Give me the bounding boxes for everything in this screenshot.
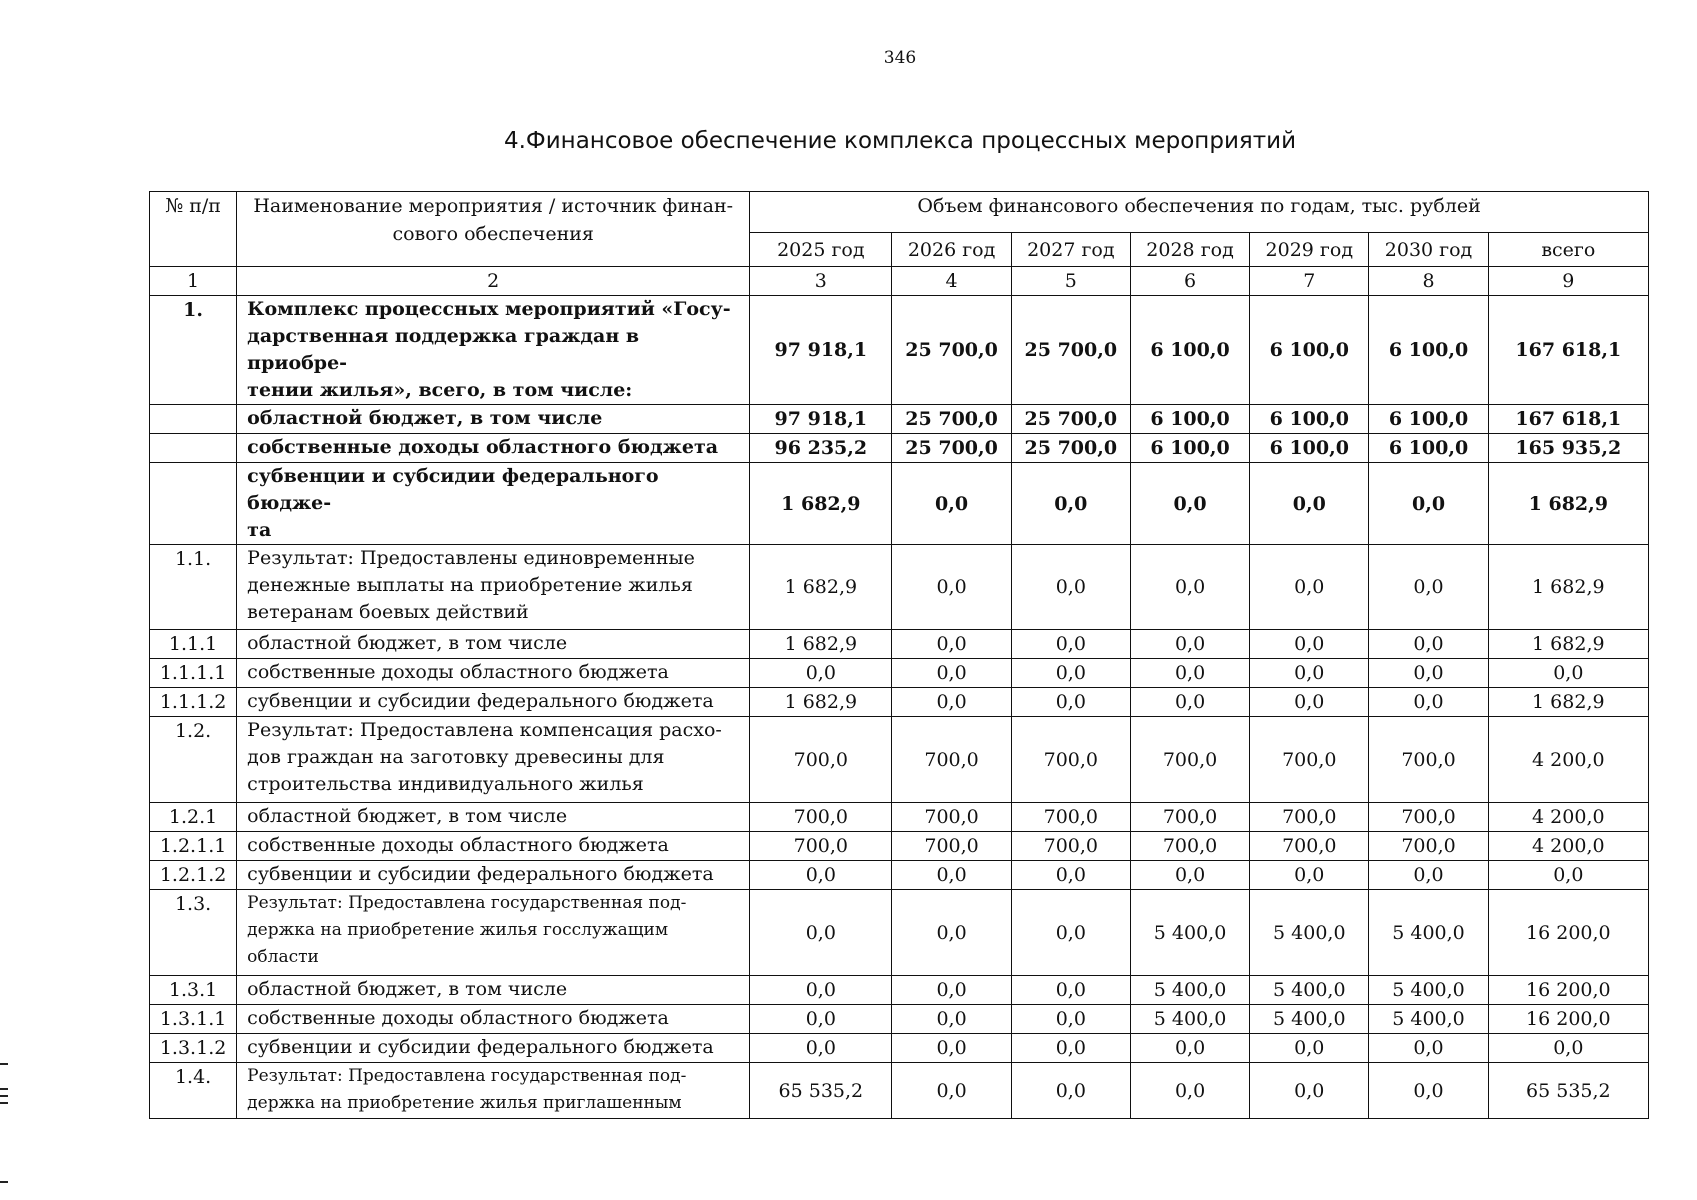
row-number: 1.	[150, 296, 237, 405]
row-value: 6 100,0	[1369, 296, 1488, 405]
row-name: собственные доходы областного бюджета	[237, 1005, 750, 1034]
row-value: 0,0	[1369, 545, 1488, 630]
row-value: 700,0	[1011, 717, 1130, 803]
row-value: 700,0	[1011, 803, 1130, 832]
row-number: 1.2.	[150, 717, 237, 803]
row-value: 700,0	[1250, 717, 1369, 803]
row-value: 700,0	[892, 803, 1011, 832]
row-value: 1 682,9	[750, 545, 892, 630]
row-number: 1.2.1	[150, 803, 237, 832]
row-value: 700,0	[1130, 717, 1249, 803]
row-value: 0,0	[1011, 976, 1130, 1005]
header-year-2027: 2027 год	[1011, 233, 1130, 267]
row-value: 0,0	[892, 861, 1011, 890]
row-value: 0,0	[1130, 861, 1249, 890]
margin-mark	[0, 1088, 8, 1090]
row-name: областной бюджет, в том числе	[237, 976, 750, 1005]
row-value: 5 400,0	[1130, 890, 1249, 976]
index-cell: 4	[892, 267, 1011, 296]
row-name: областной бюджет, в том числе	[237, 405, 750, 434]
row-total: 65 535,2	[1488, 1063, 1648, 1119]
row-value: 0,0	[1011, 659, 1130, 688]
row-name: областной бюджет, в том числе	[237, 803, 750, 832]
row-value: 25 700,0	[1011, 434, 1130, 463]
row-number: 1.2.1.1	[150, 832, 237, 861]
row-value: 0,0	[750, 659, 892, 688]
margin-mark	[0, 1095, 8, 1097]
row-total: 1 682,9	[1488, 545, 1648, 630]
row-name: субвенции и субсидии федерального бюдже- та	[237, 463, 750, 545]
row-value: 0,0	[1011, 463, 1130, 545]
table-row	[150, 1005, 1649, 1034]
table-row	[150, 976, 1649, 1005]
row-value: 0,0	[1250, 630, 1369, 659]
row-value: 0,0	[892, 463, 1011, 545]
row-value: 5 400,0	[1369, 1005, 1488, 1034]
row-value: 700,0	[1250, 832, 1369, 861]
row-total: 165 935,2	[1488, 434, 1648, 463]
row-value: 700,0	[1369, 803, 1488, 832]
row-value: 0,0	[1011, 545, 1130, 630]
row-value: 0,0	[892, 1063, 1011, 1119]
row-value: 0,0	[1250, 861, 1369, 890]
row-number	[150, 405, 237, 434]
row-name: Комплекс процессных мероприятий «Госу- дарственная поддержка граждан в приобре- тении жилья», всего, в том числе:	[237, 296, 750, 405]
row-value: 97 918,1	[750, 405, 892, 434]
row-value: 6 100,0	[1130, 296, 1249, 405]
row-value: 0,0	[1369, 1063, 1488, 1119]
row-value: 0,0	[750, 976, 892, 1005]
index-cell: 6	[1130, 267, 1249, 296]
index-cell: 2	[237, 267, 750, 296]
row-value: 0,0	[892, 976, 1011, 1005]
row-number: 1.3.1	[150, 976, 237, 1005]
row-value: 0,0	[750, 1034, 892, 1063]
row-total: 1 682,9	[1488, 463, 1648, 545]
table-row	[150, 545, 1649, 630]
row-value: 5 400,0	[1250, 890, 1369, 976]
row-total: 0,0	[1488, 659, 1648, 688]
row-number: 1.3.	[150, 890, 237, 976]
row-value: 1 682,9	[750, 688, 892, 717]
header-year-2026: 2026 год	[892, 233, 1011, 267]
row-value: 6 100,0	[1369, 434, 1488, 463]
row-value: 0,0	[892, 1034, 1011, 1063]
row-value: 700,0	[1369, 832, 1488, 861]
header-total: всего	[1488, 233, 1648, 267]
row-name: субвенции и субсидии федерального бюджета	[237, 861, 750, 890]
margin-mark	[0, 1181, 8, 1183]
row-value: 0,0	[1011, 1063, 1130, 1119]
row-value: 6 100,0	[1250, 434, 1369, 463]
header-year-2025: 2025 год	[750, 233, 892, 267]
row-total: 167 618,1	[1488, 405, 1648, 434]
row-value: 25 700,0	[892, 434, 1011, 463]
row-number: 1.3.1.2	[150, 1034, 237, 1063]
row-value: 0,0	[750, 890, 892, 976]
table-row	[150, 630, 1649, 659]
row-name: областной бюджет, в том числе	[237, 630, 750, 659]
row-value: 0,0	[1130, 630, 1249, 659]
index-cell: 1	[150, 267, 237, 296]
row-value: 0,0	[750, 861, 892, 890]
row-name: Результат: Предоставлена компенсация расхо- дов граждан на заготовку древесины для строительства индивидуального жилья	[237, 717, 750, 803]
row-number: 1.2.1.2	[150, 861, 237, 890]
row-value: 0,0	[1130, 545, 1249, 630]
header-row-1	[150, 192, 1649, 233]
row-total: 4 200,0	[1488, 717, 1648, 803]
row-value: 0,0	[1369, 659, 1488, 688]
row-name: собственные доходы областного бюджета	[237, 434, 750, 463]
row-name: субвенции и субсидии федерального бюджета	[237, 1034, 750, 1063]
table-row	[150, 861, 1649, 890]
row-total: 16 200,0	[1488, 1005, 1648, 1034]
row-value: 0,0	[750, 1005, 892, 1034]
row-value: 700,0	[892, 832, 1011, 861]
index-cell: 7	[1250, 267, 1369, 296]
table-row	[150, 659, 1649, 688]
row-value: 6 100,0	[1130, 405, 1249, 434]
row-number: 1.1.1	[150, 630, 237, 659]
index-cell: 9	[1488, 267, 1648, 296]
table-body	[150, 296, 1649, 1119]
row-value: 0,0	[1369, 463, 1488, 545]
row-value: 700,0	[750, 803, 892, 832]
row-name: собственные доходы областного бюджета	[237, 832, 750, 861]
row-value: 5 400,0	[1250, 1005, 1369, 1034]
row-value: 0,0	[1250, 1063, 1369, 1119]
header-year-2029: 2029 год	[1250, 233, 1369, 267]
row-value: 0,0	[1250, 545, 1369, 630]
row-number: 1.1.	[150, 545, 237, 630]
row-total: 16 200,0	[1488, 890, 1648, 976]
table-row	[150, 688, 1649, 717]
header-num: № п/п	[150, 192, 237, 267]
row-value: 5 400,0	[1250, 976, 1369, 1005]
row-number	[150, 434, 237, 463]
row-value: 0,0	[1250, 463, 1369, 545]
row-value: 25 700,0	[892, 405, 1011, 434]
row-value: 0,0	[1011, 890, 1130, 976]
row-number: 1.1.1.2	[150, 688, 237, 717]
financial-table	[149, 191, 1649, 1119]
header-volume: Объем финансового обеспечения по годам, тыс. рублей	[750, 192, 1649, 233]
row-total: 1 682,9	[1488, 688, 1648, 717]
row-value: 0,0	[1011, 688, 1130, 717]
row-value: 0,0	[1130, 1063, 1249, 1119]
row-value: 700,0	[1369, 717, 1488, 803]
table-row	[150, 296, 1649, 405]
row-value: 700,0	[750, 832, 892, 861]
row-value: 0,0	[1250, 688, 1369, 717]
header-year-2030: 2030 год	[1369, 233, 1488, 267]
row-total: 16 200,0	[1488, 976, 1648, 1005]
row-value: 0,0	[892, 890, 1011, 976]
row-value: 25 700,0	[1011, 296, 1130, 405]
row-value: 97 918,1	[750, 296, 892, 405]
row-value: 0,0	[1011, 1005, 1130, 1034]
margin-mark	[0, 1102, 8, 1104]
row-value: 0,0	[892, 1005, 1011, 1034]
document-title: 4.Финансовое обеспечение комплекса процессных мероприятий	[503, 128, 1297, 154]
header-year-2028: 2028 год	[1130, 233, 1249, 267]
row-value: 6 100,0	[1250, 405, 1369, 434]
row-value: 700,0	[1011, 832, 1130, 861]
row-value: 0,0	[1130, 1034, 1249, 1063]
row-value: 0,0	[1369, 861, 1488, 890]
row-value: 96 235,2	[750, 434, 892, 463]
row-value: 0,0	[1011, 861, 1130, 890]
row-value: 700,0	[1130, 803, 1249, 832]
row-name: Результат: Предоставлена государственная под- держка на приобретение жилья госслужащим области	[237, 890, 750, 976]
table-row	[150, 717, 1649, 803]
row-value: 0,0	[892, 688, 1011, 717]
row-number	[150, 463, 237, 545]
row-number: 1.4.	[150, 1063, 237, 1119]
row-value: 700,0	[892, 717, 1011, 803]
row-name: субвенции и субсидии федерального бюджета	[237, 688, 750, 717]
row-value: 5 400,0	[1130, 1005, 1249, 1034]
header-name: Наименование мероприятия / источник финан- сового обеспечения	[237, 192, 750, 267]
row-value: 0,0	[1011, 630, 1130, 659]
row-name: Результат: Предоставлены единовременные денежные выплаты на приобретение жилья ветеранам боевых действий	[237, 545, 750, 630]
row-value: 700,0	[1250, 803, 1369, 832]
row-value: 0,0	[1250, 1034, 1369, 1063]
table-row	[150, 1063, 1649, 1119]
table-row	[150, 405, 1649, 434]
row-value: 0,0	[1130, 463, 1249, 545]
row-value: 6 100,0	[1130, 434, 1249, 463]
row-total: 4 200,0	[1488, 803, 1648, 832]
index-cell: 3	[750, 267, 892, 296]
row-value: 0,0	[892, 630, 1011, 659]
row-value: 0,0	[1130, 688, 1249, 717]
row-number: 1.1.1.1	[150, 659, 237, 688]
row-value: 1 682,9	[750, 463, 892, 545]
row-value: 1 682,9	[750, 630, 892, 659]
row-total: 167 618,1	[1488, 296, 1648, 405]
row-value: 25 700,0	[892, 296, 1011, 405]
row-value: 6 100,0	[1369, 405, 1488, 434]
row-value: 5 400,0	[1369, 976, 1488, 1005]
table-row	[150, 463, 1649, 545]
row-value: 5 400,0	[1130, 976, 1249, 1005]
row-value: 0,0	[1130, 659, 1249, 688]
row-value: 700,0	[1130, 832, 1249, 861]
row-value: 0,0	[892, 659, 1011, 688]
row-name: собственные доходы областного бюджета	[237, 659, 750, 688]
row-value: 0,0	[892, 545, 1011, 630]
table-row	[150, 832, 1649, 861]
row-value: 0,0	[1250, 659, 1369, 688]
row-value: 0,0	[1369, 688, 1488, 717]
index-row	[150, 267, 1649, 296]
row-value: 0,0	[1011, 1034, 1130, 1063]
table-row	[150, 1034, 1649, 1063]
index-cell: 5	[1011, 267, 1130, 296]
row-total: 0,0	[1488, 861, 1648, 890]
row-name: Результат: Предоставлена государственная под- держка на приобретение жилья приглашенным	[237, 1063, 750, 1119]
margin-mark	[0, 1063, 8, 1065]
index-cell: 8	[1369, 267, 1488, 296]
table-row	[150, 890, 1649, 976]
table-row	[150, 434, 1649, 463]
row-value: 6 100,0	[1250, 296, 1369, 405]
row-total: 1 682,9	[1488, 630, 1648, 659]
row-value: 25 700,0	[1011, 405, 1130, 434]
row-total: 0,0	[1488, 1034, 1648, 1063]
page-number: 346	[883, 48, 917, 68]
row-total: 4 200,0	[1488, 832, 1648, 861]
row-value: 0,0	[1369, 1034, 1488, 1063]
row-value: 0,0	[1369, 630, 1488, 659]
row-number: 1.3.1.1	[150, 1005, 237, 1034]
row-value: 65 535,2	[750, 1063, 892, 1119]
row-value: 5 400,0	[1369, 890, 1488, 976]
row-value: 700,0	[750, 717, 892, 803]
table-row	[150, 803, 1649, 832]
